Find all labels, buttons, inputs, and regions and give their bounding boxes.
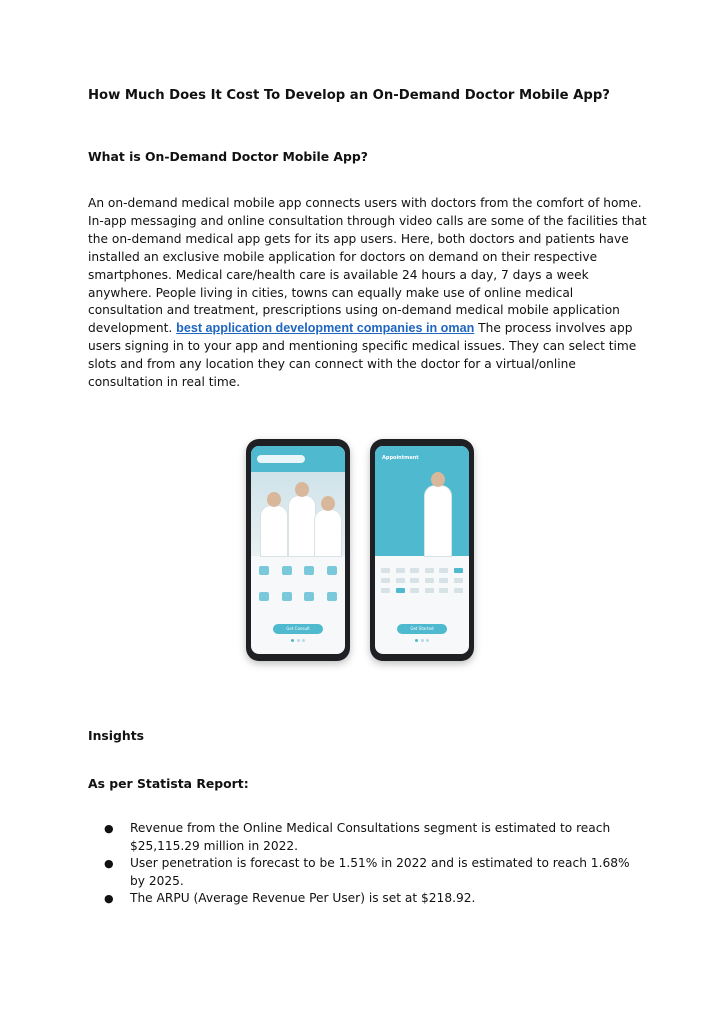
statistics-list	[88, 820, 648, 908]
doctor-figure	[289, 496, 315, 556]
phone-screen-home	[251, 446, 345, 654]
search-bar	[257, 455, 305, 463]
insights-heading: Insights	[88, 728, 145, 743]
bullet-icon: ●	[104, 892, 114, 906]
section-heading: What is On-Demand Doctor Mobile App?	[88, 149, 368, 164]
service-icons-row	[259, 566, 337, 575]
phone-mockup-home	[246, 439, 350, 661]
get-started-button: Get Started	[397, 624, 447, 634]
calendar-icon	[259, 566, 269, 575]
service-icons-row	[259, 592, 337, 601]
companies-link[interactable]: best application development companies in oman	[176, 321, 475, 336]
list-item-text: Revenue from the Online Medical Consultations segment is estimated to reach $25,115.29 million in 2022.	[130, 821, 611, 853]
appointment-header	[375, 446, 469, 556]
bullet-icon: ●	[104, 822, 114, 835]
list-item	[88, 890, 648, 908]
app-mockup-image	[240, 425, 485, 685]
hospital-icon	[327, 592, 337, 601]
list-item-text: User penetration is forecast to be 1.51% in 2022 and is estimated to reach 1.68% by 2025.	[130, 856, 630, 888]
list-item-text: The ARPU (Average Revenue Per User) is set at $218.92.	[130, 891, 476, 906]
pill-icon	[282, 566, 292, 575]
ambulance-icon	[282, 592, 292, 601]
paragraph-text-before-link: An on-demand medical mobile app connects users with doctors from the comfort of home. In-app messaging and online consultation through video calls are some of the facilities that the on-demand medical app gets for its app users. Here, both doctors and patients have installed an exclusive mobile application for doctors on demand on their respective smartphones. Medical care/health care is available 24 hours a day, 7 days a week anywhere. People living in cities, towns can equally make use of online medical consultation and treatment, prescriptions using on-demand medical mobile application development.	[88, 196, 647, 336]
carousel-dots	[291, 639, 305, 642]
app-header-bar	[251, 446, 345, 472]
get-consult-button: Get Consult	[273, 624, 323, 634]
document-title: How Much Does It Cost To Develop an On-Demand Doctor Mobile App?	[88, 88, 610, 103]
appointment-title: Appointment	[382, 455, 419, 461]
phone-mockup-appointment	[370, 439, 474, 661]
carousel-dots	[415, 639, 429, 642]
list-item	[88, 855, 648, 890]
intro-paragraph	[88, 195, 648, 392]
bullet-icon: ●	[104, 857, 114, 871]
phone-screen-appointment	[375, 446, 469, 654]
doctor-figure	[261, 506, 287, 556]
chat-icon	[259, 592, 269, 601]
list-item	[88, 820, 648, 855]
calendar-grid	[381, 568, 463, 604]
doctor-figure	[425, 486, 451, 556]
paragraph-text-after-link: The process involves app users signing in to your app and mentioning specific medical issues. They can select time slots and from any location they can connect with the doctor for a virtual/online consultation in real time.	[88, 321, 637, 390]
phone-icon	[304, 592, 314, 601]
statista-heading: As per Statista Report:	[88, 776, 249, 791]
doctors-photo	[251, 472, 345, 556]
lab-icon	[327, 566, 337, 575]
doctor-icon	[304, 566, 314, 575]
doctor-figure	[315, 510, 341, 556]
